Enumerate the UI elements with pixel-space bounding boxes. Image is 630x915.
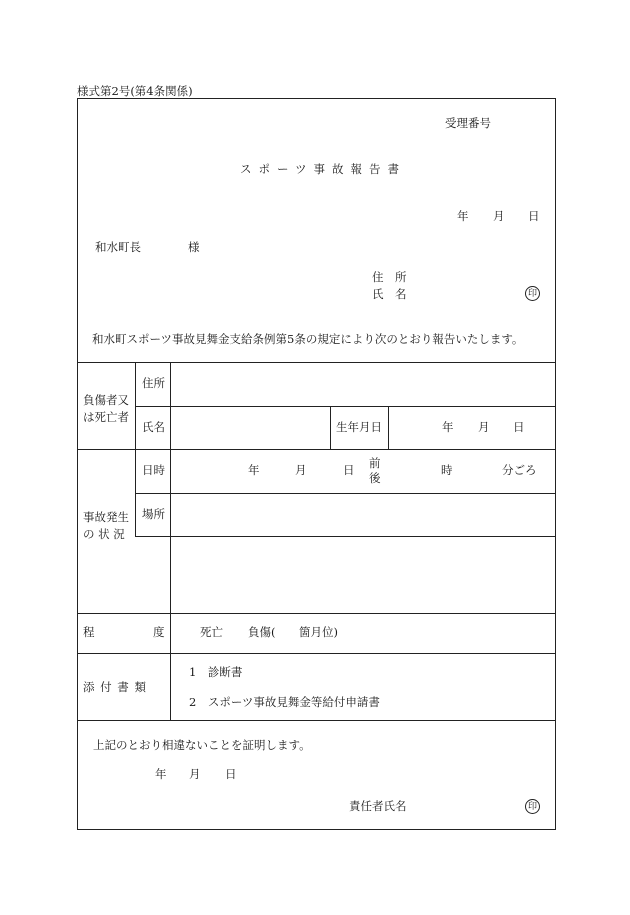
- col-rule-attachments: [170, 653, 171, 720]
- date-month-unit: 月: [493, 209, 505, 223]
- certification-text: 上記のとおり相違ないことを証明します。: [93, 738, 311, 752]
- accident-year-unit: 年: [248, 463, 260, 477]
- cert-year-unit: 年: [155, 767, 167, 781]
- date-day-unit: 日: [528, 209, 540, 223]
- accident-month-unit: 月: [295, 463, 307, 477]
- form-title: スポーツ事故報告書: [240, 162, 407, 176]
- hour-unit: 時: [441, 463, 453, 477]
- date-year-unit: 年: [457, 209, 469, 223]
- datetime-label: 日時: [142, 463, 165, 477]
- injured-header-line-1: 負傷者又: [83, 393, 129, 407]
- col-rule-left: [135, 362, 136, 536]
- responsible-person-label: 責任者氏名: [349, 799, 407, 813]
- injured-header-line-2: は死亡者: [83, 410, 129, 424]
- cert-month-unit: 月: [189, 767, 201, 781]
- statement-text: 和水町スポーツ事故見舞金支給条例第5条の規定により次のとおり報告いたします。: [92, 332, 524, 346]
- accident-header-line-2: の 状 況: [83, 527, 125, 541]
- place-label: 場所: [142, 507, 165, 521]
- col-rule-field: [170, 362, 171, 653]
- severity-injury-suffix: 箇月位): [299, 625, 338, 639]
- birth-month-unit: 月: [478, 420, 490, 434]
- rule-injured-mid: [135, 406, 556, 407]
- severity-label-char-1: 程: [83, 625, 95, 639]
- cert-day-unit: 日: [225, 767, 237, 781]
- addressee-name: 和水町長: [95, 240, 141, 254]
- severity-death: 死亡: [200, 625, 223, 639]
- injured-name-label: 氏名: [142, 420, 165, 434]
- form-label: 様式第2号(第4条関係): [77, 84, 193, 98]
- minute-unit: 分ごろ: [502, 463, 537, 477]
- table-top-rule: [77, 362, 556, 363]
- attachments-label: 添 付 書 類: [83, 680, 147, 694]
- rule-injured-bottom: [77, 449, 556, 450]
- accident-section-header: [83, 509, 129, 543]
- birth-year-unit: 年: [442, 420, 454, 434]
- col-rule-birth-right: [388, 406, 389, 449]
- accident-header-line-1: 事故発生: [83, 510, 129, 524]
- injured-section-header: [83, 392, 129, 426]
- pm-marker: 後: [369, 471, 381, 485]
- applicant-address-label: 住 所: [372, 270, 407, 284]
- rule-severity-bottom: [77, 653, 556, 654]
- injured-address-label: 住所: [142, 376, 165, 390]
- applicant-seal-mark: 印: [525, 286, 540, 301]
- addressee-honorific: 様: [188, 240, 200, 254]
- applicant-name-label: 氏 名: [372, 287, 407, 301]
- attachment-item-1: 1 診断書: [189, 665, 243, 679]
- certification-seal-mark: 印: [525, 799, 540, 814]
- severity-label-char-2: 度: [153, 625, 165, 639]
- attachment-item-2: 2 スポーツ事故見舞金等給付申請書: [189, 695, 380, 709]
- am-marker: 前: [369, 456, 381, 470]
- rule-place-bottom: [135, 536, 556, 537]
- rule-accident-bottom: [77, 613, 556, 614]
- reception-number-label: 受理番号: [445, 116, 491, 130]
- accident-day-unit: 日: [343, 463, 355, 477]
- rule-datetime-bottom: [135, 493, 556, 494]
- rule-attachments-bottom: [77, 720, 556, 721]
- birth-day-unit: 日: [513, 420, 525, 434]
- birthdate-label: 生年月日: [336, 420, 382, 434]
- col-rule-birth-left: [330, 406, 331, 449]
- severity-injury-prefix: 負傷(: [248, 625, 276, 639]
